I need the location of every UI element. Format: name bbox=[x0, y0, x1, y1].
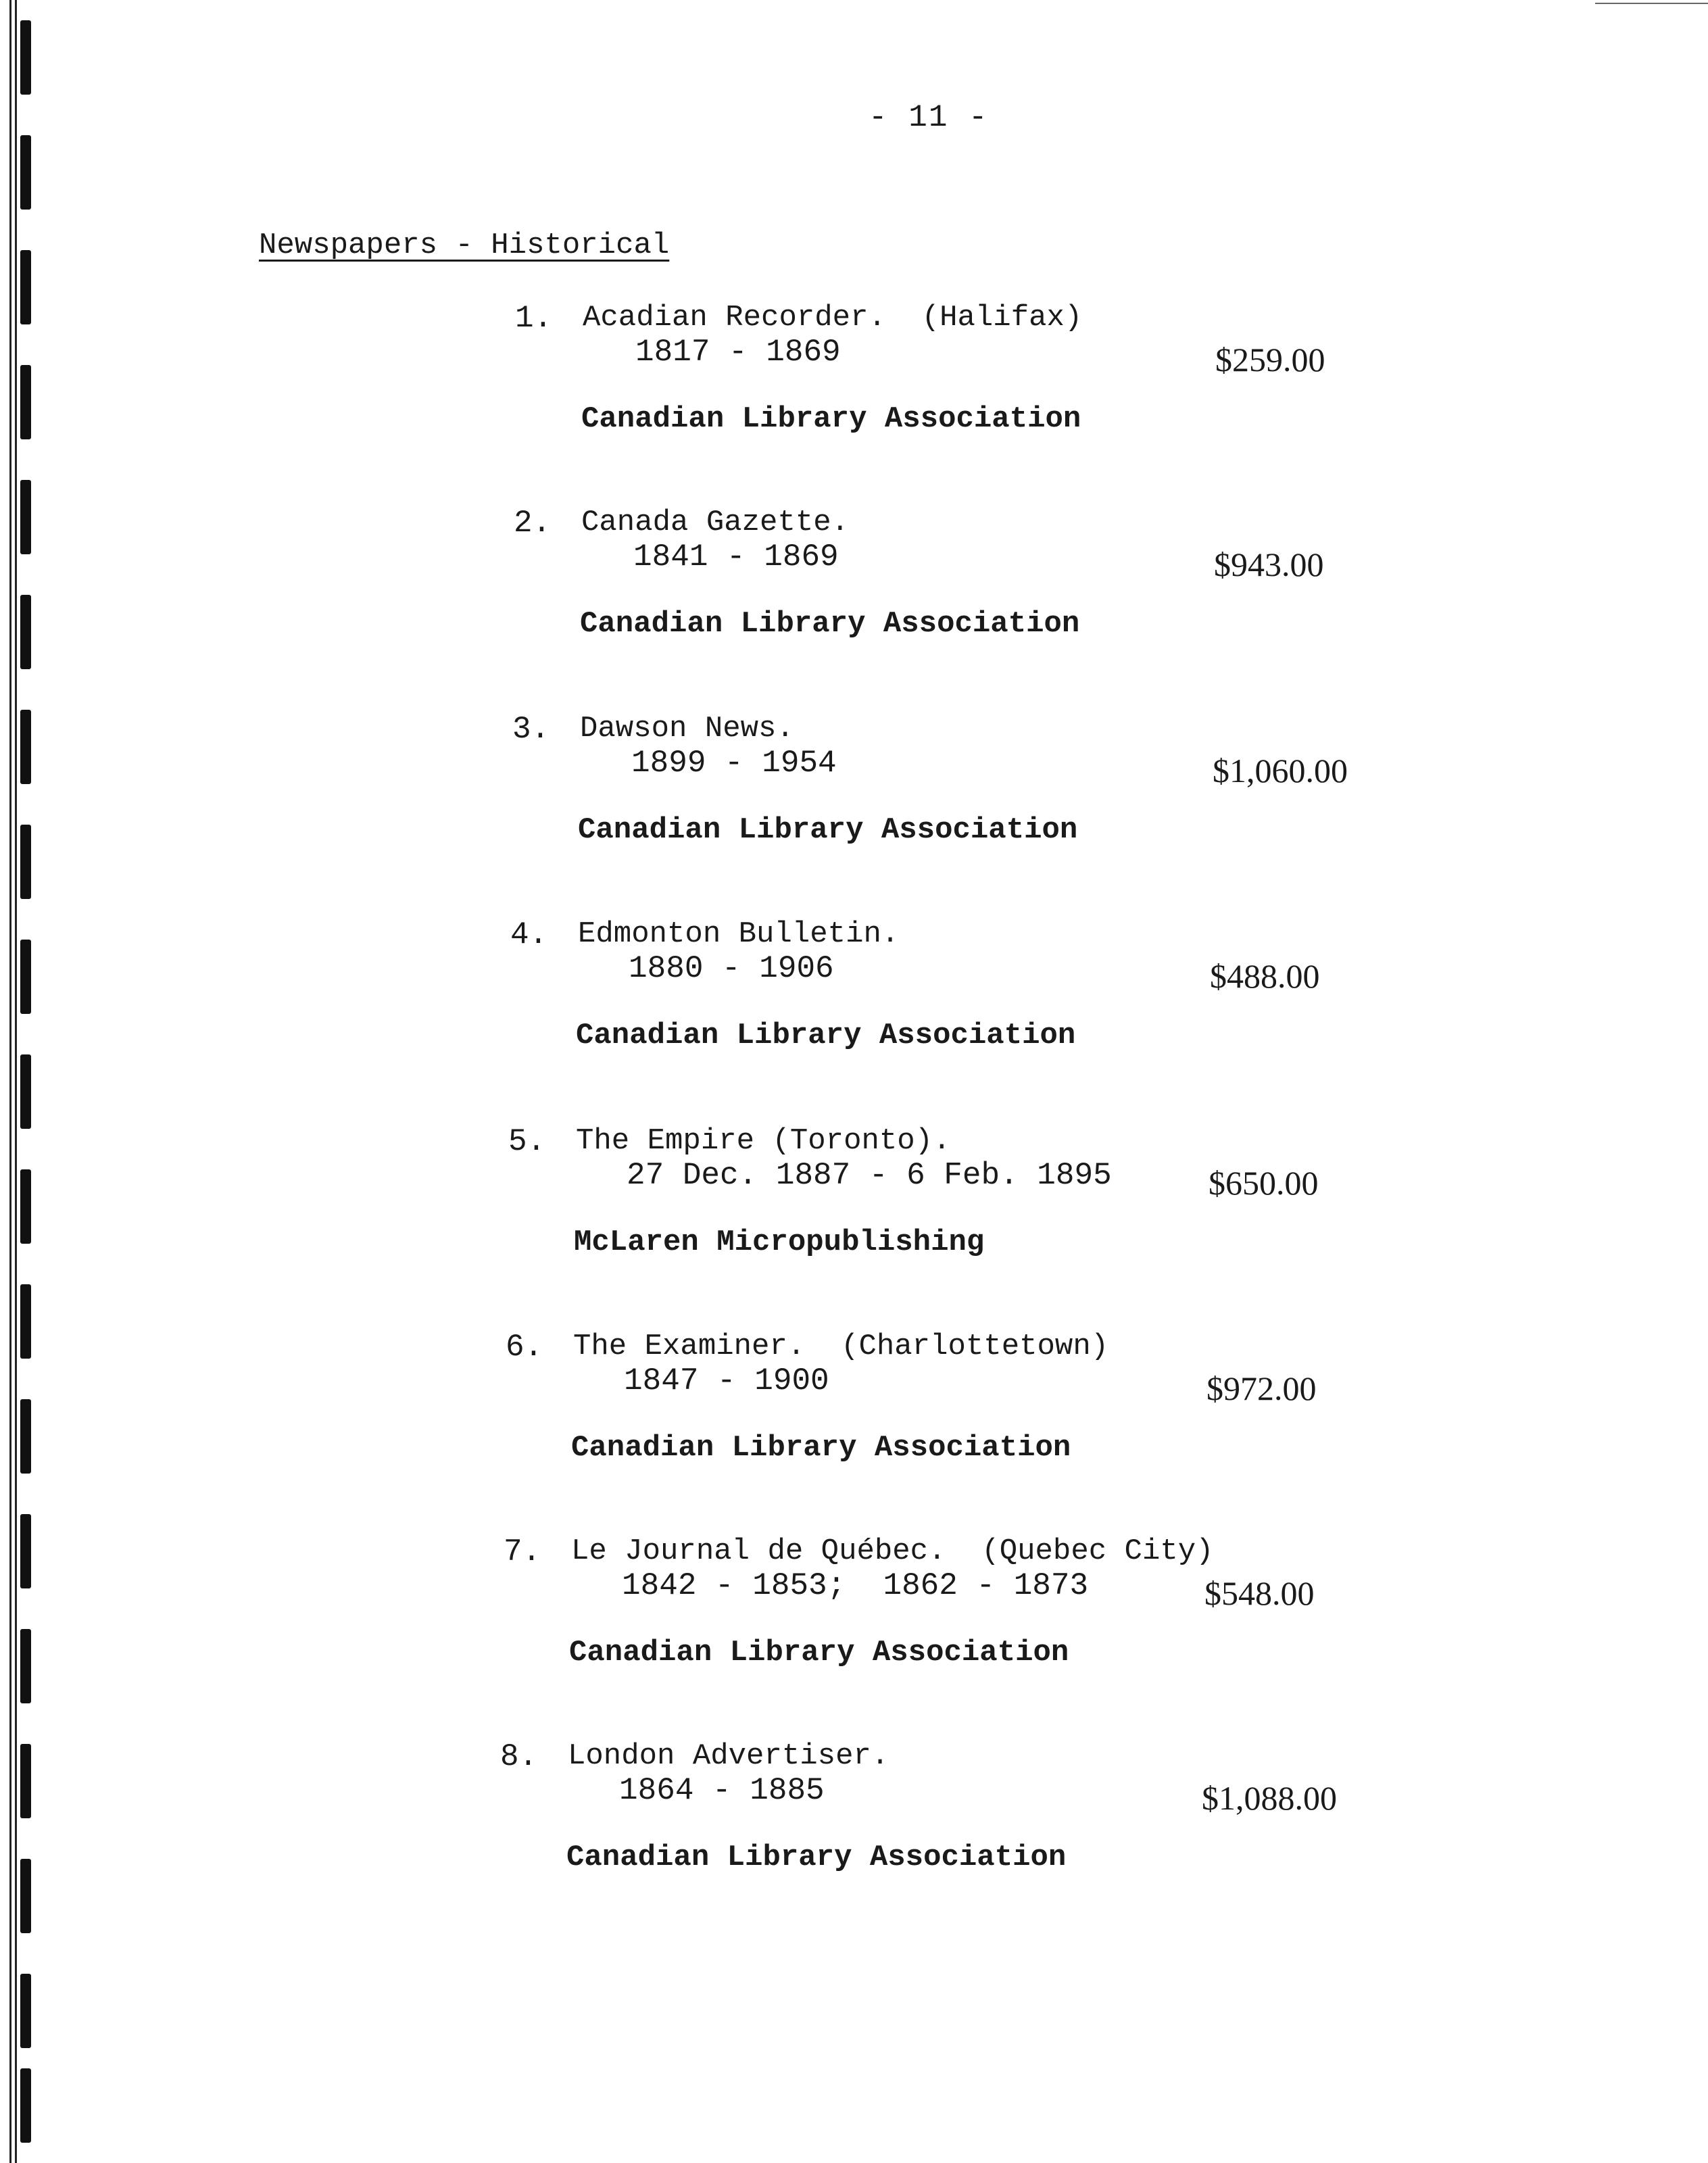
binding-hole bbox=[20, 2068, 31, 2143]
entry-years: 1899 - 1954 bbox=[631, 746, 837, 781]
entry-source: Canadian Library Association bbox=[576, 1019, 1076, 1052]
entry-title: Acadian Recorder. (Halifax) bbox=[583, 301, 1083, 335]
entry-price: $1,088.00 bbox=[1202, 1779, 1337, 1817]
entry-price: $548.00 bbox=[1204, 1574, 1315, 1612]
entry-years: 1847 - 1900 bbox=[624, 1363, 829, 1399]
newspaper-entry bbox=[0, 1124, 1708, 1300]
top-edge-rule bbox=[1595, 3, 1708, 4]
entry-years: 27 Dec. 1887 - 6 Feb. 1895 bbox=[627, 1158, 1112, 1193]
newspaper-entry bbox=[0, 506, 1708, 681]
binding-hole bbox=[20, 20, 31, 95]
newspaper-entry bbox=[0, 1739, 1708, 1915]
page-number: - 11 - bbox=[869, 100, 989, 135]
entry-price: $943.00 bbox=[1214, 545, 1324, 583]
newspaper-entry bbox=[0, 712, 1708, 888]
entry-title: The Examiner. (Charlottetown) bbox=[573, 1330, 1109, 1363]
entry-source: Canadian Library Association bbox=[571, 1431, 1071, 1465]
newspaper-entry bbox=[0, 1534, 1708, 1710]
entry-years: 1864 - 1885 bbox=[619, 1773, 825, 1808]
entry-title: Dawson News. bbox=[580, 712, 794, 746]
entry-number: 6. bbox=[506, 1330, 543, 1365]
entry-price: $1,060.00 bbox=[1213, 752, 1348, 789]
entry-years: 1841 - 1869 bbox=[633, 539, 839, 575]
entry-source: Canadian Library Association bbox=[578, 813, 1078, 847]
entry-years: 1842 - 1853; 1862 - 1873 bbox=[622, 1568, 1089, 1603]
entry-number: 8. bbox=[500, 1739, 538, 1774]
entry-source: Canadian Library Association bbox=[581, 402, 1081, 436]
entry-number: 5. bbox=[508, 1124, 546, 1159]
entry-number: 7. bbox=[504, 1534, 541, 1570]
section-heading: Newspapers - Historical bbox=[259, 228, 670, 262]
entry-price: $259.00 bbox=[1215, 341, 1325, 379]
entry-number: 1. bbox=[515, 301, 553, 336]
entry-price: $488.00 bbox=[1210, 957, 1320, 995]
newspaper-entry bbox=[0, 1330, 1708, 1505]
newspaper-entry bbox=[0, 301, 1708, 477]
entry-title: Edmonton Bulletin. bbox=[578, 917, 900, 951]
entry-title: London Advertiser. bbox=[568, 1739, 889, 1773]
entry-price: $650.00 bbox=[1209, 1164, 1319, 1202]
entry-years: 1817 - 1869 bbox=[635, 335, 841, 370]
entry-source: Canadian Library Association bbox=[566, 1841, 1067, 1874]
entry-title: Le Journal de Québec. (Quebec City) bbox=[571, 1534, 1214, 1568]
entry-source: Canadian Library Association bbox=[569, 1636, 1069, 1670]
binding-hole bbox=[20, 135, 31, 210]
entry-source: McLaren Micropublishing bbox=[574, 1225, 985, 1259]
binding-hole bbox=[20, 1974, 31, 2048]
entry-number: 3. bbox=[512, 712, 550, 747]
entry-title: Canada Gazette. bbox=[581, 506, 850, 539]
newspaper-entry bbox=[0, 917, 1708, 1093]
entry-number: 2. bbox=[514, 506, 552, 541]
entry-years: 1880 - 1906 bbox=[629, 951, 834, 986]
entry-price: $972.00 bbox=[1206, 1369, 1317, 1407]
entry-number: 4. bbox=[510, 917, 548, 952]
entry-title: The Empire (Toronto). bbox=[576, 1124, 951, 1158]
entry-source: Canadian Library Association bbox=[580, 607, 1080, 641]
